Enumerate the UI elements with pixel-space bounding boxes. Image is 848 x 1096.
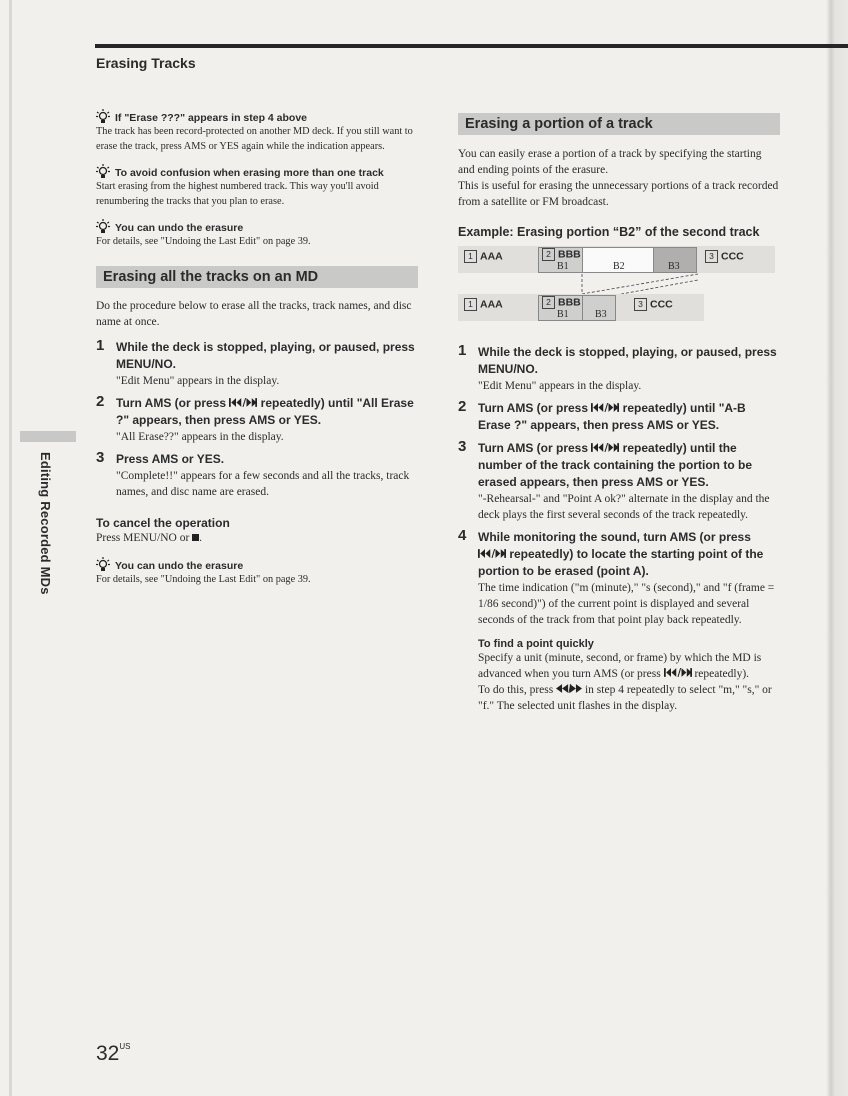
prev-next-icon (664, 668, 692, 677)
prev-next-icon (229, 398, 257, 407)
segment-b3: B3 (653, 247, 697, 273)
step-title: Press AMS or YES. (116, 452, 225, 466)
section-heading: Erasing a portion of a track (458, 113, 780, 135)
segment-b1: 2 BBB B1 (538, 295, 583, 321)
step-item (458, 344, 780, 394)
step-number: 2 (96, 393, 105, 410)
track-label: 1 AAA (464, 298, 503, 311)
side-tab-marker (20, 431, 76, 442)
step-title: Turn AMS (or press repeatedly) until "A-B Erase ?" appears, then press AMS or YES. (478, 401, 746, 432)
step-desc: "Edit Menu" appears in the display. (116, 375, 280, 387)
step-item (458, 440, 780, 523)
step-desc: "Edit Menu" appears in the display. (478, 380, 642, 392)
step-number: 3 (96, 449, 105, 466)
prev-next-icon (591, 403, 619, 412)
hint-bulb-icon (96, 164, 110, 180)
step-number: 1 (96, 337, 105, 354)
page-number: $32^{US}$ (96, 1042, 131, 1065)
side-tab-label: Editing Recorded MDs (38, 452, 53, 595)
section-intro: This is useful for erasing the unnecessary portions of a track recorded from a satellite or FM broadcast. (458, 180, 779, 208)
section-intro: You can easily erase a portion of a track by specifying the starting and ending points of the erasure. (458, 148, 762, 176)
step-item (458, 529, 780, 628)
prev-next-icon (478, 549, 506, 558)
track-label: 3 CCC (634, 298, 673, 311)
step-item (96, 451, 418, 500)
step-desc: "Complete!!" appears for a few seconds and all the tracks, track names, and disc name are erased. (116, 470, 410, 498)
step-number: 2 (458, 398, 467, 415)
left-column (96, 112, 418, 587)
prev-next-icon (591, 443, 619, 452)
hint-bulb-icon (96, 109, 110, 125)
cancel-title: To cancel the operation (96, 516, 230, 530)
tip-body: For details, see "Undoing the Last Edit" on page 39. (96, 236, 311, 247)
find-body: Specify a unit (minute, second, or frame) by which the MD is advanced when you turn AMS (or press repeatedly). (478, 652, 762, 680)
hint-bulb-icon (96, 557, 110, 573)
tip-title: You can undo the erasure (96, 560, 418, 572)
page-edge-right (826, 0, 848, 1096)
step-title: Turn AMS (or press repeatedly) until "All Erase ?" appears, then press AMS or YES. (116, 396, 414, 427)
find-title: To find a point quickly (478, 638, 594, 650)
tip-title: You can undo the erasure (96, 222, 418, 234)
track-label: 3 CCC (705, 250, 744, 263)
step-item (96, 395, 418, 445)
example-title: Example: Erasing portion “B2” of the second track (458, 225, 760, 239)
tip-body: Start erasing from the highest numbered track. This way you'll avoid renumbering the tracks that you plan to erase. (96, 181, 379, 207)
step-number: 1 (458, 342, 467, 359)
header-rule (95, 44, 848, 48)
step-desc: "-Rehearsal-" and "Point A ok?" alternate in the display and the deck plays the first several seconds of the track repeatedly. (478, 493, 770, 521)
step-title: While monitoring the sound, turn AMS (or press repeatedly) to locate the starting point of the portion to be erased (point A). (478, 530, 764, 578)
find-body: To do this, press in step 4 repeatedly to select "m," "s," or "f." The selected unit flashes in the display. (478, 684, 772, 712)
hint-bulb-icon (96, 219, 110, 235)
step-title: While the deck is stopped, playing, or paused, press MENU/NO. (116, 340, 415, 371)
step-item (458, 400, 780, 434)
step-item (96, 339, 418, 389)
find-point-block (458, 638, 780, 714)
right-column (458, 113, 780, 714)
section-heading: Erasing all the tracks on an MD (96, 266, 418, 288)
segment-b1: 2 BBB B1 (538, 247, 583, 273)
segment-b2: B2 (582, 247, 654, 273)
tip-title: To avoid confusion when erasing more than one track (96, 167, 418, 179)
stop-square-icon (192, 534, 199, 541)
tip-body: For details, see "Undoing the Last Edit" on page 39. (96, 574, 311, 585)
cancel-body: Press MENU/NO or . (96, 532, 203, 544)
page-edge-left (9, 0, 12, 1096)
step-desc: The time indication ("m (minute)," "s (second)," and "f (frame = 1/86 second)") of the current point is displayed and several seconds of the track from that point play back repeatedly. (478, 582, 775, 626)
diagram-guides (458, 244, 778, 338)
step-number: 3 (458, 438, 467, 455)
section-intro: Do the procedure below to erase all the tracks, track names, and disc name at once. (96, 300, 412, 328)
segment-b3: B3 (582, 295, 616, 321)
step-title: Turn AMS (or press repeatedly) until the number of the track containing the portion to be erased appears, then press AMS or YES. (478, 441, 753, 489)
page-header-title: Erasing Tracks (96, 55, 196, 71)
rewind-ff-icon (556, 684, 582, 693)
tip-title: If "Erase ???" appears in step 4 above (96, 112, 418, 124)
track-label: 1 AAA (464, 250, 503, 263)
track-diagram (458, 244, 780, 338)
step-desc: "All Erase??" appears in the display. (116, 431, 284, 443)
tip-body: The track has been record-protected on another MD deck. If you still want to erase the track, press AMS or YES again while the indication appears. (96, 126, 413, 152)
step-number: 4 (458, 527, 467, 544)
step-title: While the deck is stopped, playing, or paused, press MENU/NO. (478, 345, 777, 376)
